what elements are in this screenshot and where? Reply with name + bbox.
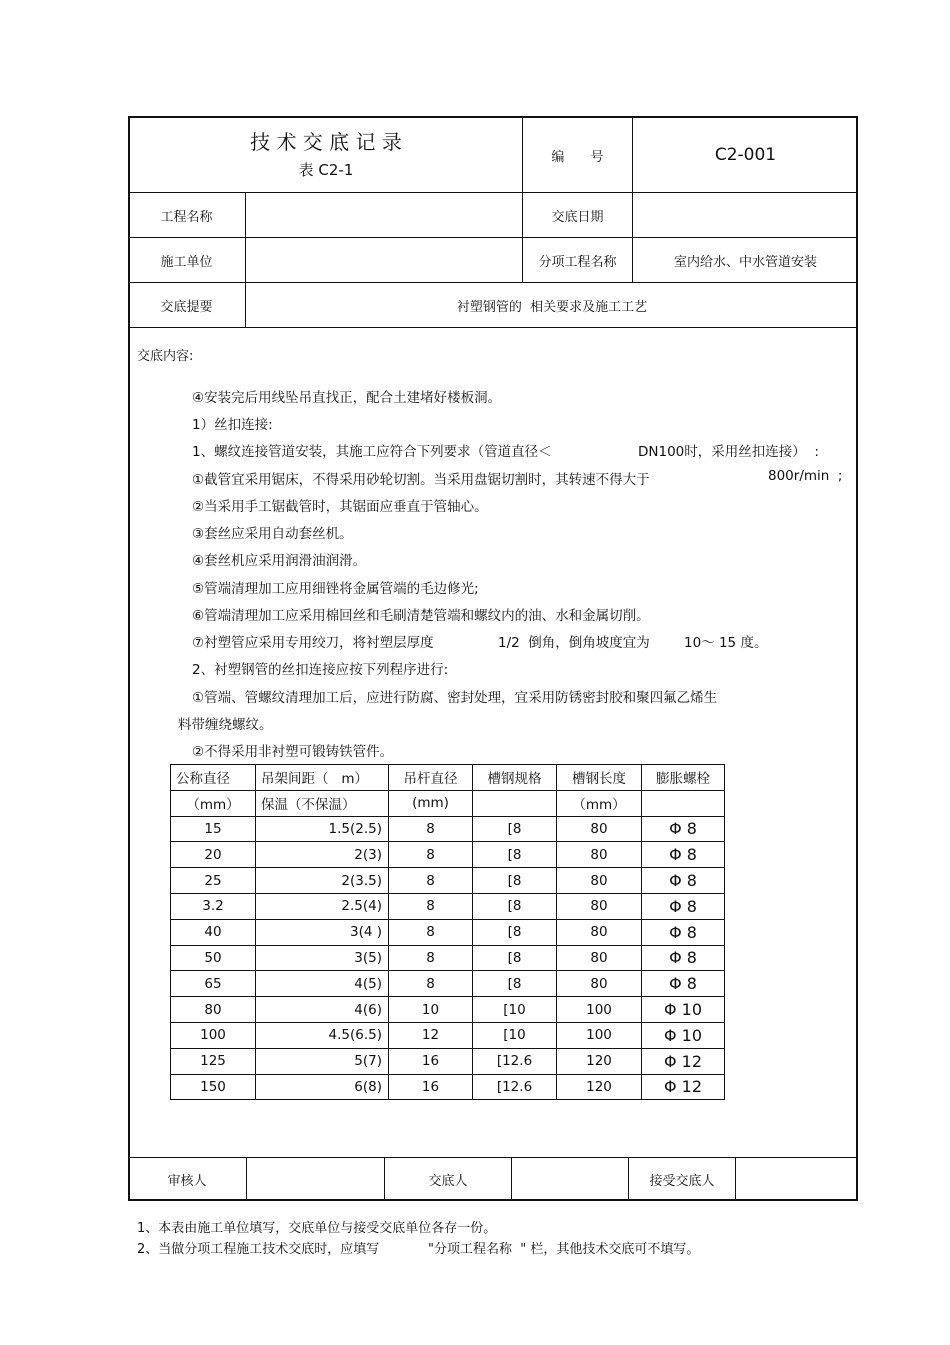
table-cell: 2(3) — [256, 842, 389, 868]
contractor-label: 施工单位 — [160, 254, 213, 270]
table-cell: Φ 8 — [642, 868, 725, 894]
reviewer-field[interactable] — [247, 1158, 384, 1201]
table-cell: 8 — [389, 971, 473, 997]
table-header-cell: (mm) — [389, 790, 473, 816]
content-line: ①截管宜采用锯床，不得采用砂轮切割。当采用盘锯切割时，其转速不得大于 — [192, 472, 650, 488]
presenter-field[interactable] — [512, 1158, 628, 1201]
table-header-cell — [642, 790, 725, 816]
table-header-row — [171, 790, 725, 816]
footnote: "分项工程名称 " 栏，其他技术交底可不填写。 — [428, 1242, 700, 1257]
table-cell: [12.6 — [473, 1048, 557, 1074]
table-cell: 25 — [171, 868, 256, 894]
table-cell: 2.5(4) — [256, 893, 389, 919]
table-cell: 120 — [557, 1074, 642, 1100]
table-cell: 3(5) — [256, 945, 389, 971]
table-row — [171, 868, 725, 894]
table-cell: 8 — [389, 893, 473, 919]
table-header-cell: 槽钢规格 — [473, 765, 557, 791]
presenter-label: 交底人 — [428, 1174, 468, 1189]
summary-label: 交底提要 — [160, 299, 213, 315]
table-cell: 8 — [389, 868, 473, 894]
table-cell: 12 — [389, 1022, 473, 1048]
receiver-field[interactable] — [736, 1158, 858, 1201]
table-header-cell: 膨胀螺栓 — [642, 765, 725, 791]
table-cell: 16 — [389, 1074, 473, 1100]
table-cell: 4.5(6.5) — [256, 1022, 389, 1048]
table-header-cell: 槽钢长度 — [557, 765, 642, 791]
table-row — [171, 1048, 725, 1074]
content-line: 料带缠绕螺纹。 — [178, 717, 273, 733]
summary-value: 衬塑钢管的 相关要求及施工工艺 — [456, 299, 648, 315]
table-header-cell: 吊杆直径 — [389, 765, 473, 791]
table-cell: 10 — [389, 997, 473, 1023]
table-cell: [8 — [473, 893, 557, 919]
table-header-cell: 保温（不保温） — [256, 790, 389, 816]
table-header-cell: 公称直径 — [171, 765, 256, 791]
subproject-label: 分项工程名称 — [538, 254, 617, 270]
table-cell: [8 — [473, 816, 557, 842]
table-cell: 80 — [171, 997, 256, 1023]
table-cell: 150 — [171, 1074, 256, 1100]
table-cell: [8 — [473, 868, 557, 894]
date-field[interactable] — [633, 193, 858, 237]
table-cell: [12.6 — [473, 1074, 557, 1100]
table-cell: Φ 8 — [642, 945, 725, 971]
table-cell: [10 — [473, 997, 557, 1023]
table-row — [171, 842, 725, 868]
content-line: 10～ 15 度。 — [684, 635, 768, 651]
table-cell: 80 — [557, 971, 642, 997]
receiver-label: 接受交底人 — [649, 1174, 715, 1189]
table-cell: Φ 8 — [642, 919, 725, 945]
content-line: 800r/min ; — [768, 468, 843, 484]
content-line: ④安装完后用线坠吊直找正，配合土建堵好楼板洞。 — [192, 390, 502, 406]
content-line: ①管端、管螺纹清理加工后，应进行防腐、密封处理，宜采用防锈密封胶和聚四氟乙烯生 — [192, 690, 718, 706]
form-number: 表 C2-1 — [298, 160, 354, 179]
content-line: DN100时，采用丝扣连接） : — [638, 444, 819, 460]
table-cell: 16 — [389, 1048, 473, 1074]
subproject-value: 室内给水、中水管道安装 — [673, 254, 817, 270]
table-cell: [8 — [473, 919, 557, 945]
content-line: 1/2 倒角，倒角坡度宜为 — [498, 635, 650, 651]
table-cell: 8 — [389, 945, 473, 971]
table-cell: [8 — [473, 971, 557, 997]
table-cell: [10 — [473, 1022, 557, 1048]
table-cell: 4(6) — [256, 997, 389, 1023]
table-cell: Φ 10 — [642, 1022, 725, 1048]
project-name-field[interactable] — [246, 193, 522, 237]
content-line: 1）丝扣连接: — [192, 417, 273, 433]
table-cell: 120 — [557, 1048, 642, 1074]
table-cell: 2(3.5) — [256, 868, 389, 894]
table-row — [171, 997, 725, 1023]
table-row — [171, 893, 725, 919]
table-cell: Φ 12 — [642, 1074, 725, 1100]
content-line: 1、螺纹连接管道安装，其施工应符合下列要求（管道直径＜ — [192, 444, 552, 460]
number-value: C2-001 — [714, 145, 777, 165]
footnote: 1、本表由施工单位填写，交底单位与接受交底单位各存一份。 — [137, 1221, 497, 1236]
table-cell: 100 — [557, 1022, 642, 1048]
reviewer-label: 审核人 — [167, 1174, 207, 1189]
table-cell: 8 — [389, 816, 473, 842]
table-header-cell: （mm） — [557, 790, 642, 816]
content-label: 交底内容: — [137, 349, 194, 364]
table-header-cell: 吊架间距（ m） — [256, 765, 389, 791]
table-cell: [8 — [473, 945, 557, 971]
content-line: ③套丝应采用自动套丝机。 — [192, 526, 353, 542]
table-cell: 80 — [557, 842, 642, 868]
table-cell: 100 — [557, 997, 642, 1023]
table-cell: 5(7) — [256, 1048, 389, 1074]
content-line: ②当采用手工锯截管时，其锯面应垂直于管轴心。 — [192, 499, 488, 515]
table-cell: 80 — [557, 919, 642, 945]
table-cell: Φ 12 — [642, 1048, 725, 1074]
table-cell: 80 — [557, 868, 642, 894]
table-cell: 8 — [389, 842, 473, 868]
table-cell: [8 — [473, 842, 557, 868]
hanger-spec-table — [170, 764, 725, 1100]
content-line: ⑦衬塑管应采用专用绞刀，将衬塑层厚度 — [192, 635, 434, 651]
table-cell: 20 — [171, 842, 256, 868]
table-row — [171, 919, 725, 945]
table-cell: 80 — [557, 816, 642, 842]
footnote: 2、当做分项工程施工技术交底时，应填写 — [137, 1242, 380, 1257]
table-cell: 4(5) — [256, 971, 389, 997]
contractor-field[interactable] — [246, 238, 522, 282]
date-label: 交底日期 — [551, 209, 604, 225]
table-cell: 3.2 — [171, 893, 256, 919]
table-cell: 40 — [171, 919, 256, 945]
table-cell: 6(8) — [256, 1074, 389, 1100]
table-cell: 125 — [171, 1048, 256, 1074]
table-cell: 15 — [171, 816, 256, 842]
table-cell: Φ 8 — [642, 893, 725, 919]
table-cell: 1.5(2.5) — [256, 816, 389, 842]
table-row — [171, 945, 725, 971]
number-label: 编 号 — [551, 149, 604, 165]
content-line: ④套丝机应采用润滑油润滑。 — [192, 553, 367, 569]
table-cell: 80 — [557, 893, 642, 919]
table-row — [171, 816, 725, 842]
table-header-cell: （mm） — [171, 790, 256, 816]
table-row — [171, 971, 725, 997]
content-line: ②不得采用非衬塑可锻铸铁管件。 — [192, 744, 394, 760]
table-header-row — [171, 765, 725, 791]
table-cell: 8 — [389, 919, 473, 945]
page-title: 技 术 交 底 记 录 — [250, 129, 402, 154]
table-cell: Φ 8 — [642, 816, 725, 842]
table-cell: Φ 8 — [642, 842, 725, 868]
table-row — [171, 1074, 725, 1100]
row-divider — [128, 327, 858, 328]
content-line: ⑤管端清理加工应用细锉将金属管端的毛边修光; — [192, 581, 479, 597]
table-body — [171, 816, 725, 1100]
table-cell: 50 — [171, 945, 256, 971]
table-cell: 100 — [171, 1022, 256, 1048]
table-cell: 3(4 ) — [256, 919, 389, 945]
table-cell: Φ 10 — [642, 997, 725, 1023]
content-line: ⑥管端清理加工应采用棉回丝和毛刷清楚管端和螺纹内的油、水和金属切削。 — [192, 608, 650, 624]
project-name-label: 工程名称 — [160, 209, 213, 225]
content-line: 2、衬塑钢管的丝扣连接应按下列程序进行: — [192, 662, 449, 678]
table-row — [171, 1022, 725, 1048]
table-cell: Φ 8 — [642, 971, 725, 997]
table-cell: 80 — [557, 945, 642, 971]
table-cell: 65 — [171, 971, 256, 997]
table-header-cell — [473, 790, 557, 816]
